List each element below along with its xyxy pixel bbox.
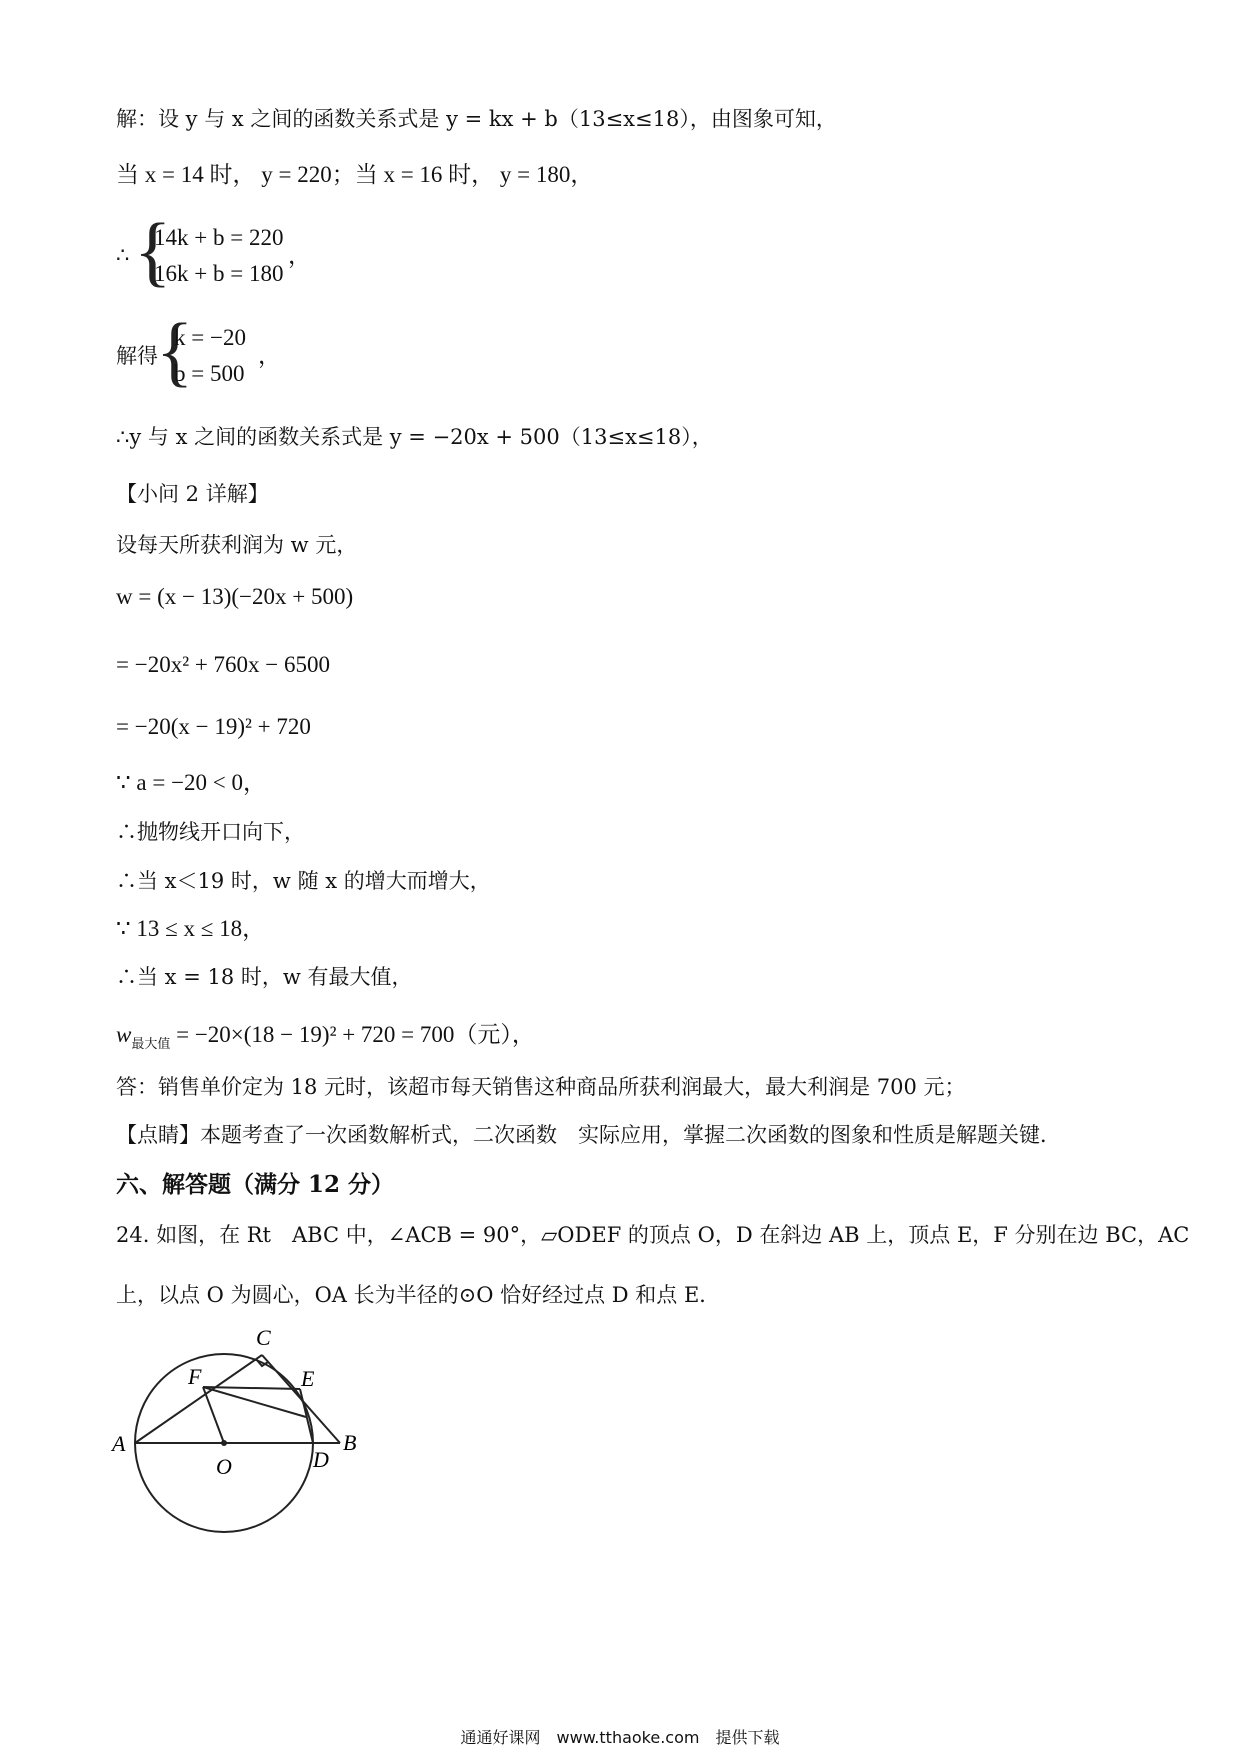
max-at-statement: ∴当 x = 18 时，w 有最大值， [116,965,413,989]
segment-ed [300,1389,313,1443]
answer-line: 答：销售单价定为 18 元时，该超市每天销售这种商品所获利润最大，最大利润是 700 元； [116,1075,966,1099]
label-b: B [343,1430,357,1455]
domain-statement: ∵ 13 ≤ x ≤ 18， [116,916,266,941]
system-1-eq1: 14k + b = 220 [154,225,284,250]
monotonic-statement: ∴当 x＜19 时，w 随 x 的增大而增大， [116,869,491,893]
label-a: A [112,1431,126,1456]
subquestion-2-heading: 【小问 2 详解】 [116,482,269,506]
max-value-rest: = −20×(18 − 19)² + 720 = 700（元）， [170,1022,535,1047]
profit-definition: 设每天所获利润为 w 元， [116,533,358,557]
system-2-prefix: 解得 [116,344,158,368]
solution-line-1: 解：设 y 与 x 之间的函数关系式是 y = kx + b（13≤x≤18），由图象可知， [116,107,837,131]
section-heading: 六、解答题（满分 12 分） [116,1171,395,1198]
coefficient-check: ∵ a = −20 < 0， [116,770,267,795]
system-2-suffix: ， [258,343,281,368]
max-value-subscript: 最大值 [131,1036,171,1051]
label-o: O [216,1454,232,1479]
segment-cb [262,1355,340,1443]
system-2-brace: { [156,307,194,394]
solution-line-3: ∴y 与 x 之间的函数关系式是 y = −20x + 500（13≤x≤18）， [116,425,713,449]
label-e: E [301,1366,315,1391]
question-24-line-1: 24. 如图，在 Rt ABC 中，∠ACB = 90°，▱ODEF 的顶点 O，D 在斜边 AB 上，顶点 E，F 分别在边 BC，AC [116,1223,1190,1247]
label-d: D [313,1447,329,1472]
segment-f-ed [203,1387,306,1417]
label-f: F [188,1364,202,1389]
segment-ac [135,1355,262,1443]
segment-fe [203,1387,300,1389]
system-1-suffix: ， [288,243,311,268]
circle-o [135,1354,313,1532]
max-value-w: w [116,1022,132,1047]
comment-line: 【点睛】本题考查了一次函数解析式，二次函数 实际应用，掌握二次函数的图象和性质是解题关键． [116,1123,1061,1147]
max-value-calc [116,1020,535,1053]
profit-equation: w = (x − 13)(−20x + 500) [116,584,354,609]
profit-vertex-form: = −20(x − 19)² + 720 [116,714,311,739]
point-o [221,1440,227,1446]
parabola-direction: ∴抛物线开口向下， [116,820,305,844]
system-2-eq1: k = −20 [174,325,246,350]
solution-line-2: 当 x = 14 时， y = 220；当 x = 16 时， y = 180， [116,162,594,187]
system-2-eq2: b = 500 [174,361,245,386]
profit-expanded: = −20x² + 760x − 6500 [116,652,331,677]
label-c: C [256,1325,271,1350]
question-24-line-2: 上，以点 O 为圆心，OA 长为半径的⊙O 恰好经过点 D 和点 E． [116,1283,721,1307]
right-angle-mark [256,1359,268,1366]
system-1-prefix: ∴ [116,243,130,267]
system-1-eq2: 16k + b = 180 [154,261,284,286]
segment-fo [203,1387,224,1443]
page-footer: 通通好课网 www.tthaoke.com 提供下载 [460,1728,780,1747]
system-1-brace: { [134,207,172,294]
